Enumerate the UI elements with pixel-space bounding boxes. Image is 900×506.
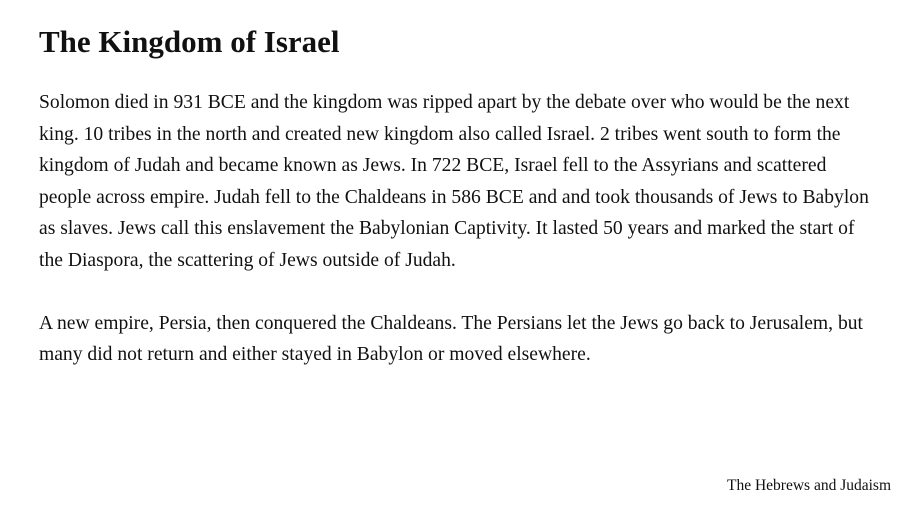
slide-body [39, 87, 869, 371]
slide-footer: The Hebrews and Judaism [727, 477, 891, 494]
paragraph-2: A new empire, Persia, then conquered the Chaldeans. The Persians let the Jews go back to Jerusalem, but many did not return and either stayed in Babylon or moved elsewhere. [39, 312, 863, 365]
slide-title: The Kingdom of Israel [39, 24, 340, 59]
paragraph-1: Solomon died in 931 BCE and the kingdom was ripped apart by the debate over who would be the next king. 10 tribes in the north and created new kingdom also called Israel. 2 tribes went south to form the kingdom of Judah and became known as Jews. In 722 BCE, Israel fell to the Assyrians and scattered people across empire. Judah fell to the Chaldeans in 586 BCE and and took thousands of Jews to Babylon as slaves. Jews call this enslavement the Babylonian Captivity. It lasted 50 years and marked the start of the Diaspora, the scattering of Jews outside of Judah. [39, 92, 869, 271]
